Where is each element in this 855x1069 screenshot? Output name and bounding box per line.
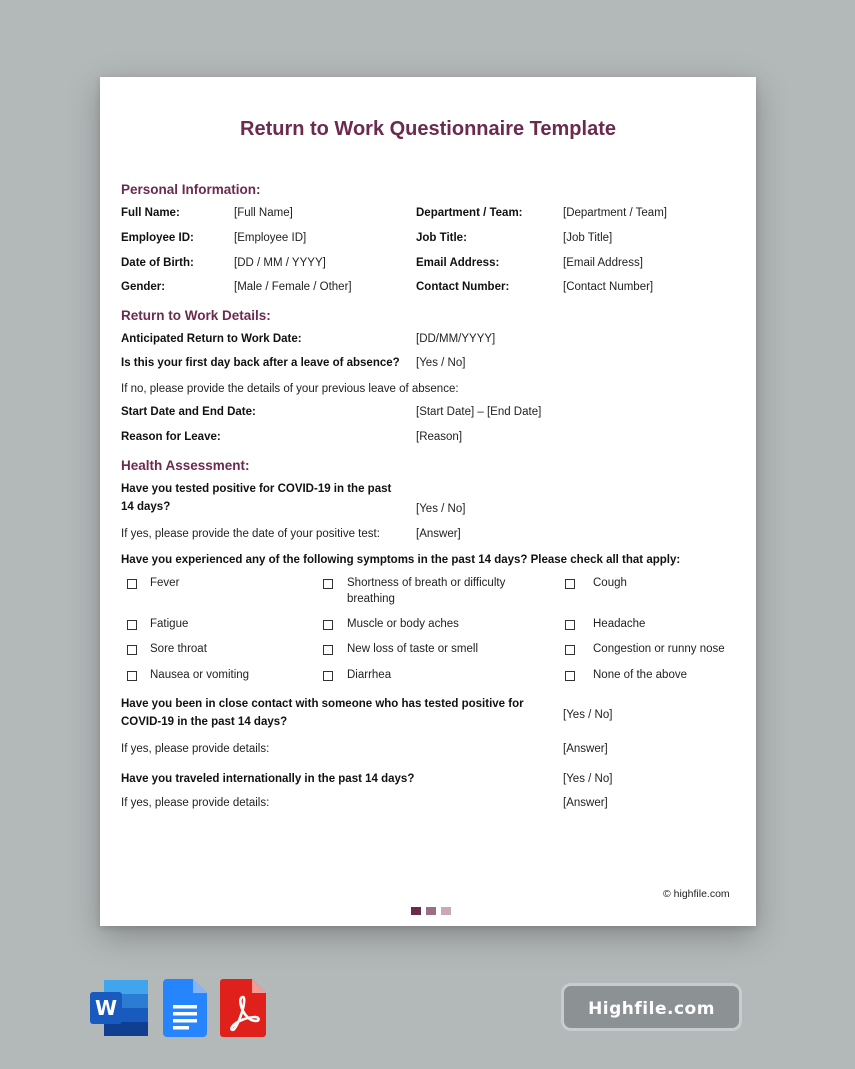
travel-note: If yes, please provide details: xyxy=(121,797,270,809)
document-title: Return to Work Questionnaire Template xyxy=(240,118,616,140)
symptom-label: Fever xyxy=(150,577,180,589)
start-end-label: Start Date and End Date: xyxy=(121,406,256,418)
word-icon[interactable] xyxy=(90,980,150,1041)
rtw-date-label: Anticipated Return to Work Date: xyxy=(121,333,302,345)
travel-answer[interactable]: [Answer] xyxy=(563,797,608,809)
rtw-date-value[interactable]: [DD/MM/YYYY] xyxy=(416,333,496,345)
checkbox-nausea[interactable] xyxy=(127,671,137,681)
covid-date-value[interactable]: [Answer] xyxy=(416,528,461,540)
first-day-value[interactable]: [Yes / No] xyxy=(416,357,466,369)
checkbox-cough[interactable] xyxy=(565,579,575,589)
checkbox-headache[interactable] xyxy=(565,620,575,630)
checkbox-sore-throat[interactable] xyxy=(127,645,137,655)
contact-value[interactable]: [Yes / No] xyxy=(563,709,613,721)
checkbox-diarrhea[interactable] xyxy=(323,671,333,681)
highfile-button[interactable] xyxy=(561,983,742,1031)
dob-value[interactable]: [DD / MM / YYYY] xyxy=(234,257,326,269)
checkbox-none[interactable] xyxy=(565,671,575,681)
email-value[interactable]: [Email Address] xyxy=(563,257,643,269)
checkbox-fever[interactable] xyxy=(127,579,137,589)
contact-note: If yes, please provide details: xyxy=(121,743,270,755)
document-page xyxy=(100,77,756,926)
symptom-label: Headache xyxy=(593,618,646,630)
checkbox-muscle-aches[interactable] xyxy=(323,620,333,630)
section-health-heading: Health Assessment: xyxy=(121,458,250,473)
checkbox-shortness-of-breath[interactable] xyxy=(323,579,333,589)
symptom-label-wrap: breathing xyxy=(347,593,395,605)
if-no-note: If no, please provide the details of your previous leave of absence: xyxy=(121,383,459,395)
employee-id-label: Employee ID: xyxy=(121,232,194,244)
travel-value[interactable]: [Yes / No] xyxy=(563,773,613,785)
covid-date-note: If yes, please provide the date of your positive test: xyxy=(121,528,380,540)
checkbox-fatigue[interactable] xyxy=(127,620,137,630)
contact-number-value[interactable]: [Contact Number] xyxy=(563,281,654,293)
covid-question-line2: 14 days? xyxy=(121,501,171,513)
google-docs-icon[interactable] xyxy=(163,979,207,1042)
job-title-value[interactable]: [Job Title] xyxy=(563,232,613,244)
symptom-label: Cough xyxy=(593,577,627,589)
contact-question-line1: Have you been in close contact with someone who has tested positive for xyxy=(121,698,524,710)
travel-question: Have you traveled internationally in the past 14 days? xyxy=(121,773,415,785)
full-name-label: Full Name: xyxy=(121,207,180,219)
symptom-label: Congestion or runny nose xyxy=(593,643,725,655)
department-value[interactable]: [Department / Team] xyxy=(563,207,667,219)
page-dot-1 xyxy=(411,907,421,915)
svg-text:W: W xyxy=(94,996,118,1020)
symptom-label: None of the above xyxy=(593,669,687,681)
covid-value[interactable]: [Yes / No] xyxy=(416,503,466,515)
contact-question-line2: COVID-19 in the past 14 days? xyxy=(121,716,288,728)
gender-label: Gender: xyxy=(121,281,166,293)
dob-label: Date of Birth: xyxy=(121,257,194,269)
symptom-label: Shortness of breath or difficulty xyxy=(347,577,506,589)
start-end-value[interactable]: [Start Date] – [End Date] xyxy=(416,406,542,418)
reason-label: Reason for Leave: xyxy=(121,431,221,443)
gender-value[interactable]: [Male / Female / Other] xyxy=(234,281,352,293)
symptom-label: Muscle or body aches xyxy=(347,618,459,630)
pdf-icon[interactable] xyxy=(220,979,266,1042)
symptoms-question: Have you experienced any of the following symptoms in the past 14 days? Please check all that apply: xyxy=(121,554,681,566)
full-name-value[interactable]: [Full Name] xyxy=(234,207,293,219)
employee-id-value[interactable]: [Employee ID] xyxy=(234,232,307,244)
job-title-label: Job Title: xyxy=(416,232,467,244)
page-dot-2 xyxy=(426,907,436,915)
covid-question-line1: Have you tested positive for COVID-19 in the past xyxy=(121,483,392,495)
symptom-label: Fatigue xyxy=(150,618,189,630)
email-label: Email Address: xyxy=(416,257,500,269)
symptom-label: Nausea or vomiting xyxy=(150,669,250,681)
contact-number-label: Contact Number: xyxy=(416,281,510,293)
contact-answer[interactable]: [Answer] xyxy=(563,743,608,755)
symptom-label: Sore throat xyxy=(150,643,207,655)
department-label: Department / Team: xyxy=(416,207,523,219)
highfile-button-label: Highfile.com xyxy=(588,999,715,1019)
checkbox-loss-of-taste[interactable] xyxy=(323,645,333,655)
copyright: © highfile.com xyxy=(663,888,730,900)
section-rtw-heading: Return to Work Details: xyxy=(121,308,271,323)
checkbox-congestion[interactable] xyxy=(565,645,575,655)
symptom-label: Diarrhea xyxy=(347,669,392,681)
reason-value[interactable]: [Reason] xyxy=(416,431,463,443)
section-personal-heading: Personal Information: xyxy=(121,182,261,197)
page-dot-3 xyxy=(441,907,451,915)
symptom-label: New loss of taste or smell xyxy=(347,643,479,655)
first-day-label: Is this your first day back after a leave of absence? xyxy=(121,357,400,369)
